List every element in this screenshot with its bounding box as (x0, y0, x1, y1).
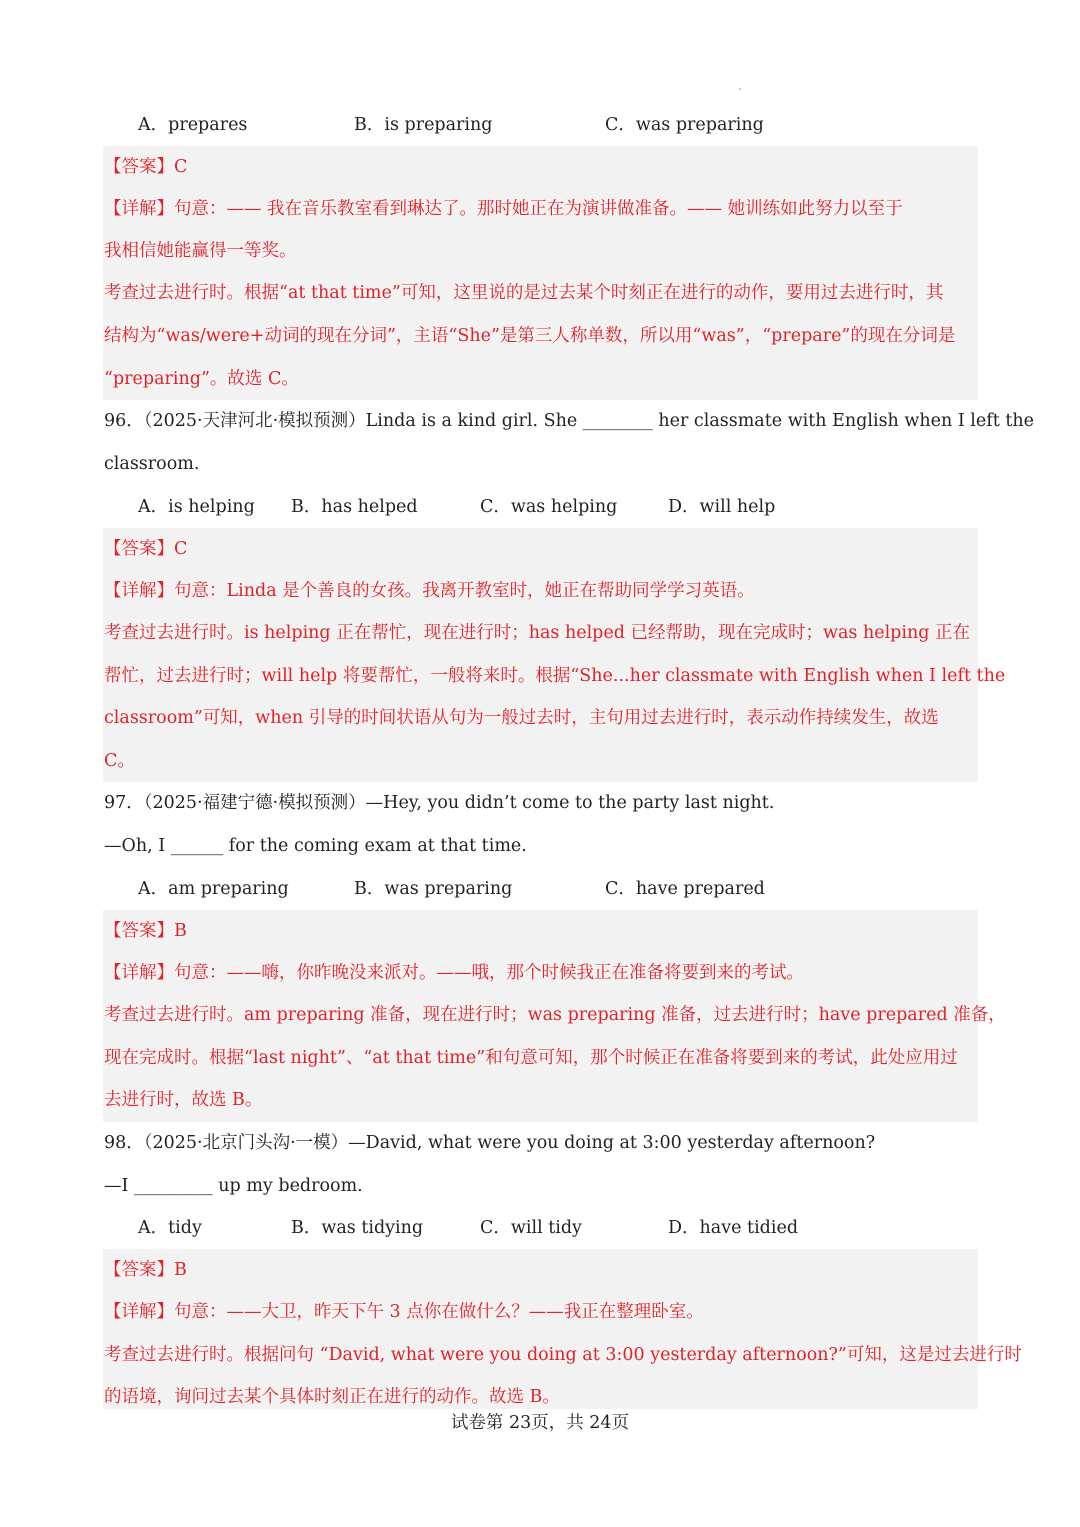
q95-option-c: C．was preparing (605, 115, 764, 135)
page-footer: 试卷第 23页，共 24页 (450, 1413, 630, 1433)
q98-detail-line: 【详解】句意：——大卫，昨天下午 3 点你在做什么？——我正在整理卧室。 (104, 1302, 704, 1322)
q98-option-b: B．was tidying (291, 1218, 424, 1238)
q96-stem-line: classroom. (104, 454, 200, 474)
q95-detail-line: 考查过去进行时。根据“at that time”可知，这里说的是过去某个时刻正在进行的动作，要用过去进行时，其 (104, 283, 944, 303)
q95-detail-line: 【详解】句意：—— 我在音乐教室看到琳达了。那时她正在为演讲做准备。—— 她训练如此努力以至于 (104, 199, 903, 219)
q98-option-a: A．tidy (138, 1218, 202, 1238)
q95-option-a: A．prepares (138, 115, 248, 135)
scan-mark (739, 88, 741, 90)
q98-answer: 【答案】B (104, 1260, 187, 1280)
q97-option-a: A．am preparing (138, 879, 289, 899)
q97-detail-line: 去进行时，故选 B。 (104, 1090, 263, 1110)
q96-option-b: B．has helped (291, 497, 418, 517)
q97-detail-line: 考查过去进行时。am preparing 准备，现在进行时；was preparing 准备，过去进行时；have prepared 准备， (104, 1005, 1006, 1025)
q96-detail-line: 帮忙，过去进行时；will help 将要帮忙，一般将来时。根据“She...her classmate with English when I left the (104, 666, 1006, 686)
q95-answer: 【答案】C (104, 157, 188, 177)
q95-detail-line: “preparing”。故选 C。 (104, 369, 299, 389)
q97-option-c: C．have prepared (605, 879, 765, 899)
q95-option-b: B．is preparing (354, 115, 493, 135)
q96-option-d: D．will help (668, 497, 776, 517)
q96-detail-line: classroom”可知，when 引导的时间状语从句为一般过去时，主句用过去进行时，表示动作持续发生，故选 (104, 708, 939, 728)
q97-detail-line: 【详解】句意：——嗨，你昨晚没来派对。——哦，那个时候我正在准备将要到来的考试。 (104, 963, 804, 983)
q98-option-d: D．have tidied (668, 1218, 799, 1238)
q96-stem-line: 96．（2025·天津河北·模拟预测）Linda is a kind girl. She ________ her classmate with English when I left the (104, 411, 1034, 431)
q95-detail-line: 结构为“was/were+动词的现在分词”，主语“She”是第三人称单数，所以用“was”，“prepare”的现在分词是 (104, 326, 956, 346)
q97-option-b: B．was preparing (354, 879, 513, 899)
q97-detail-line: 现在完成时。根据“last night”、“at that time”和句意可知，那个时候正在准备将要到来的考试，此处应用过 (104, 1048, 958, 1068)
q98-detail-line: 的语境，询问过去某个具体时刻正在进行的动作。故选 B。 (104, 1387, 560, 1407)
q98-stem-line: 98．（2025·北京门头沟·一模）—David, what were you doing at 3:00 yesterday afternoon? (104, 1133, 876, 1153)
q96-option-a: A．is helping (138, 497, 255, 517)
q97-answer: 【答案】B (104, 921, 187, 941)
q96-detail-line: C。 (104, 751, 135, 771)
q96-detail-line: 考查过去进行时。is helping 正在帮忙，现在进行时；has helped 已经帮助，现在完成时；was helping 正在 (104, 623, 971, 643)
q96-detail-line: 【详解】句意：Linda 是个善良的女孩。我离开教室时，她正在帮助同学学习英语。 (104, 581, 755, 601)
q96-answer: 【答案】C (104, 539, 188, 559)
q97-stem-line: 97．（2025·福建宁德·模拟预测）—Hey, you didn’t come to the party last night. (104, 793, 775, 813)
q98-detail-line: 考查过去进行时。根据问句 “David, what were you doing at 3:00 yesterday afternoon?”可知，这是过去进行时 (104, 1345, 1022, 1365)
q98-stem-line: —I _________ up my bedroom. (104, 1176, 363, 1196)
q95-detail-line: 我相信她能赢得一等奖。 (104, 241, 297, 261)
q97-stem-line: —Oh, I ______ for the coming exam at that time. (104, 836, 527, 856)
q96-option-c: C．was helping (480, 497, 618, 517)
q98-option-c: C．will tidy (480, 1218, 582, 1238)
